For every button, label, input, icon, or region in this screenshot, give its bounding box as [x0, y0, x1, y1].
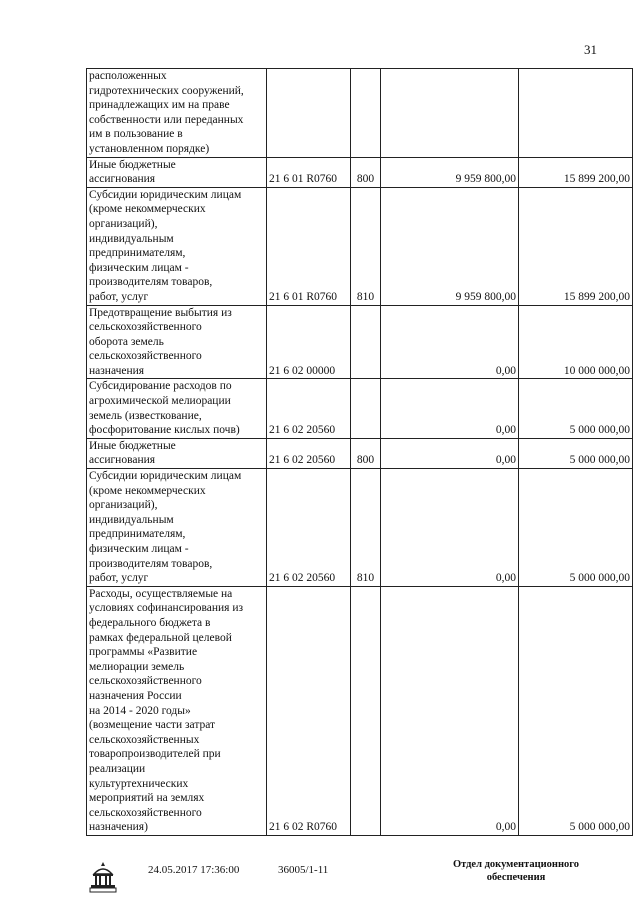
footer-datetime: 24.05.2017 17:36:00: [148, 864, 240, 876]
cell-expense-type: [351, 379, 381, 438]
cell-sum-first: 0,00: [381, 438, 519, 468]
cell-sum-first: 9 959 800,00: [381, 157, 519, 187]
cell-name: Субсидии юридическим лицам (кроме некоммерческих организаций), индивидуальным предпринимателям, физическим лицам - производителям товаров, работ, услуг: [87, 187, 267, 305]
cell-sum-first: 9 959 800,00: [381, 187, 519, 305]
cell-sum-first: 0,00: [381, 469, 519, 587]
cell-name: Иные бюджетные ассигнования: [87, 157, 267, 187]
table-row: [87, 586, 633, 835]
cell-sum-second: 10 000 000,00: [519, 305, 633, 379]
cell-name: Субсидии юридическим лицам (кроме некоммерческих организаций), индивидуальным предпринимателям, физическим лицам - производителям товаров, работ, услуг: [87, 469, 267, 587]
cell-code: 21 6 02 20560: [267, 438, 351, 468]
cell-expense-type: 810: [351, 187, 381, 305]
table-row: [87, 157, 633, 187]
cell-sum-second: 5 000 000,00: [519, 586, 633, 835]
cell-expense-type: 800: [351, 438, 381, 468]
page-number: 31: [584, 42, 597, 57]
cell-name: Иные бюджетные ассигнования: [87, 438, 267, 468]
cell-code: 21 6 02 20560: [267, 469, 351, 587]
footer-department: Отдел документационного обеспечения: [452, 859, 580, 883]
cell-name: Предотвращение выбытия из сельскохозяйственного оборота земель сельскохозяйственного назначения: [87, 305, 267, 379]
cell-name: расположенных гидротехнических сооружений, принадлежащих им на праве собственности или переданных им в пользование в установленном порядке): [87, 69, 267, 158]
cell-sum-first: [381, 69, 519, 158]
cell-sum-second: 5 000 000,00: [519, 438, 633, 468]
cell-sum-second: 5 000 000,00: [519, 379, 633, 438]
cell-expense-type: 800: [351, 157, 381, 187]
cell-sum-second: 15 899 200,00: [519, 157, 633, 187]
table-row: [87, 438, 633, 468]
cell-name: Расходы, осуществляемые на условиях софинансирования из федерального бюджета в рамках федеральной целевой программы «Развитие мелиорации земель сельскохозяйственного назначения России на 2014 - 2020 годы» (возмещение части затрат сельскохозяйственных товаропроизводителей при реализации культуртехнических мероприятий на землях сельскохозяйственного назначения): [87, 586, 267, 835]
cell-sum-first: 0,00: [381, 379, 519, 438]
cell-expense-type: [351, 586, 381, 835]
cell-sum-first: 0,00: [381, 586, 519, 835]
table-row: [87, 469, 633, 587]
table-row: [87, 305, 633, 379]
footer-doc-number: 36005/1-11: [278, 864, 329, 876]
cell-code: 21 6 02 20560: [267, 379, 351, 438]
cell-code: 21 6 02 00000: [267, 305, 351, 379]
cell-sum-second: [519, 69, 633, 158]
budget-table: [86, 68, 633, 836]
cell-sum-second: 15 899 200,00: [519, 187, 633, 305]
cell-code: 21 6 01 R0760: [267, 157, 351, 187]
cell-name: Субсидирование расходов по агрохимической мелиорации земель (известкование, фосфоритование кислых почв): [87, 379, 267, 438]
cell-expense-type: 810: [351, 469, 381, 587]
cell-code: 21 6 01 R0760: [267, 187, 351, 305]
table-row: [87, 187, 633, 305]
cell-sum-second: 5 000 000,00: [519, 469, 633, 587]
duma-logo-icon: [88, 860, 118, 894]
cell-sum-first: 0,00: [381, 305, 519, 379]
budget-table-body: [87, 69, 633, 836]
cell-code: 21 6 02 R0760: [267, 586, 351, 835]
table-row: [87, 379, 633, 438]
cell-code: [267, 69, 351, 158]
cell-expense-type: [351, 305, 381, 379]
cell-expense-type: [351, 69, 381, 158]
table-row: [87, 69, 633, 158]
footer: [0, 858, 640, 898]
